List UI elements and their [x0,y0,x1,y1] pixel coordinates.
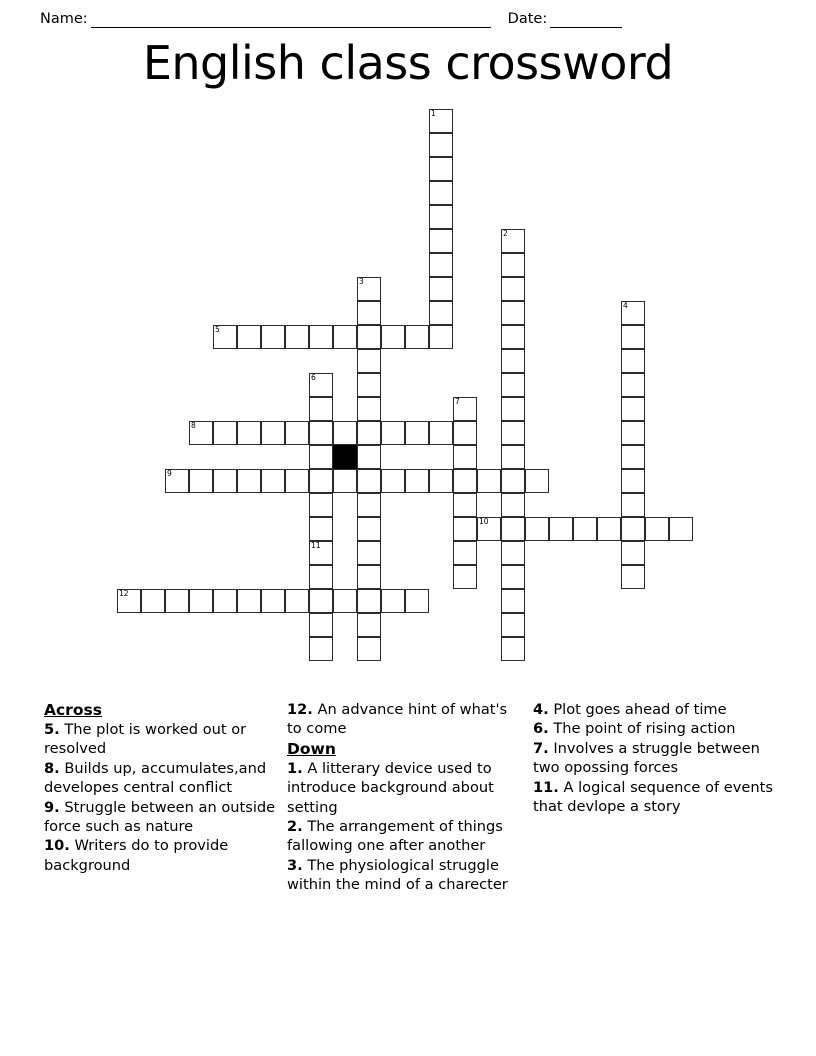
clues-section [44,700,784,895]
grid-cell[interactable] [333,589,357,613]
grid-cell-number: 6 [311,373,316,382]
name-write-in-line[interactable] [91,13,491,28]
clue-down-3 [287,856,525,895]
grid-cell[interactable] [357,301,381,325]
grid-cell[interactable] [525,469,549,493]
clue-text: The arrangement of things fallowing one after another [287,818,503,855]
grid-cell[interactable] [621,541,645,565]
grid-cell[interactable] [165,589,189,613]
grid-cell[interactable] [429,229,453,253]
grid-cell[interactable] [189,469,213,493]
grid-cell[interactable] [621,469,645,493]
grid-cell[interactable] [261,589,285,613]
clue-text: A litterary device used to introduce background about setting [287,759,494,816]
grid-cell[interactable] [621,301,645,325]
grid-cell[interactable] [621,493,645,517]
grid-cell[interactable] [501,613,525,637]
clue-text: Struggle between an outside force such as nature [44,798,276,836]
grid-cell[interactable] [621,397,645,421]
grid-cell[interactable] [405,325,429,349]
grid-cell[interactable] [357,325,381,349]
grid-cell[interactable] [285,325,309,349]
grid-cell[interactable] [381,589,405,613]
clue-text: Builds up, accumulates,and developes central conflict [44,759,267,797]
grid-cell[interactable] [501,493,525,517]
grid-cell[interactable] [453,565,477,589]
grid-cell[interactable] [309,517,333,541]
grid-cell[interactable] [237,325,261,349]
grid-cell[interactable] [381,469,405,493]
clue-text: The point of rising action [548,720,736,738]
grid-cell[interactable] [621,517,645,541]
grid-cell[interactable] [501,421,525,445]
clue-number: 8. [44,759,60,777]
date-write-in-line[interactable] [550,13,622,28]
clues-column-2 [287,700,533,895]
grid-cell[interactable] [357,277,381,301]
grid-cell[interactable] [261,469,285,493]
grid-cell[interactable] [429,253,453,277]
grid-cell[interactable] [357,349,381,373]
grid-cell[interactable] [429,205,453,229]
grid-cell[interactable] [453,517,477,541]
grid-cell[interactable] [309,469,333,493]
grid-cell[interactable] [453,469,477,493]
grid-cell[interactable] [357,541,381,565]
clue-text: Plot goes ahead of time [548,701,727,718]
grid-block-cell [333,445,357,469]
grid-cell[interactable] [597,517,621,541]
grid-cell[interactable] [429,421,453,445]
grid-cell[interactable] [165,469,189,493]
grid-cell[interactable] [333,421,357,445]
grid-cell[interactable] [501,301,525,325]
grid-cell[interactable] [549,517,573,541]
grid-cell[interactable] [309,373,333,397]
grid-cell[interactable] [309,325,333,349]
grid-cell[interactable] [621,325,645,349]
grid-cell[interactable] [453,397,477,421]
grid-cell-number: 9 [167,469,172,478]
grid-cell[interactable] [357,517,381,541]
grid-cell-number: 2 [503,229,508,238]
grid-cell-number: 12 [119,589,129,598]
grid-cell[interactable] [501,565,525,589]
grid-cell[interactable] [357,421,381,445]
grid-cell[interactable] [213,325,237,349]
clue-text: Involves a struggle between two opossing forces [533,739,760,777]
grid-cell[interactable] [501,325,525,349]
clues-column-1 [44,700,287,895]
grid-cell[interactable] [501,517,525,541]
clue-down-4 [533,700,776,719]
grid-cell[interactable] [405,469,429,493]
grid-cell[interactable] [357,493,381,517]
clue-number: 6. [533,720,549,738]
grid-cell[interactable] [357,373,381,397]
grid-cell[interactable] [621,349,645,373]
grid-cell[interactable] [309,565,333,589]
grid-cell[interactable] [189,589,213,613]
grid-cell[interactable] [477,517,501,541]
grid-cell[interactable] [309,589,333,613]
grid-cell[interactable] [453,445,477,469]
clue-across-5 [44,720,279,759]
grid-cell[interactable] [501,469,525,493]
grid-cell-number: 5 [215,325,220,334]
grid-cell[interactable] [309,421,333,445]
grid-cell[interactable] [213,421,237,445]
clue-down-7 [533,739,776,778]
grid-cell[interactable] [621,373,645,397]
grid-cell[interactable] [405,421,429,445]
grid-cell[interactable] [501,397,525,421]
clue-number: 9. [44,798,60,816]
grid-cell[interactable] [429,325,453,349]
grid-cell[interactable] [357,613,381,637]
grid-cell[interactable] [309,493,333,517]
grid-cell[interactable] [189,421,213,445]
clue-number: 11. [533,778,559,796]
grid-cell[interactable] [501,229,525,253]
grid-cell[interactable] [501,349,525,373]
grid-cell[interactable] [429,469,453,493]
grid-cell-number: 7 [455,397,460,406]
grid-cell[interactable] [357,397,381,421]
grid-cell[interactable] [381,325,405,349]
grid-cell[interactable] [333,469,357,493]
grid-cell[interactable] [453,541,477,565]
grid-cell-number: 8 [191,421,196,430]
grid-cell[interactable] [309,613,333,637]
grid-cell[interactable] [453,493,477,517]
name-label: Name: [40,11,88,27]
grid-cell[interactable] [453,421,477,445]
clue-down-11 [533,778,776,817]
grid-cell[interactable] [429,277,453,301]
grid-cell[interactable] [525,517,549,541]
clue-number: 1. [287,759,303,777]
worksheet-header [0,0,816,28]
clue-across-10 [44,836,279,875]
grid-cell[interactable] [501,445,525,469]
grid-cell[interactable] [429,133,453,157]
grid-cell[interactable] [357,445,381,469]
grid-cell[interactable] [261,421,285,445]
grid-cell[interactable] [621,445,645,469]
grid-cell[interactable] [213,469,237,493]
grid-cell-number: 10 [479,517,489,526]
clue-number: 12. [287,701,313,718]
clue-down-1 [287,759,525,817]
grid-cell[interactable] [501,277,525,301]
grid-cell[interactable] [309,445,333,469]
page-title: English class crossword [142,36,674,90]
grid-cell[interactable] [501,589,525,613]
clue-across-9 [44,798,279,837]
grid-cell[interactable] [213,589,237,613]
clue-number: 4. [533,701,549,718]
clue-number: 5. [44,721,60,738]
grid-cell[interactable] [429,157,453,181]
grid-cell[interactable] [285,469,309,493]
grid-cell[interactable] [285,589,309,613]
grid-cell[interactable] [261,325,285,349]
grid-cell-number: 11 [311,541,321,550]
grid-cell[interactable] [429,301,453,325]
clue-text: Writers do to provide background [44,837,229,874]
grid-cell-number: 1 [431,109,436,118]
clue-text: A logical sequence of events that devlope a story [533,778,773,816]
grid-cell[interactable] [645,517,669,541]
grid-cell[interactable] [477,469,501,493]
grid-cell[interactable] [501,253,525,277]
clues-column-3 [533,700,784,895]
clue-number: 10. [44,837,70,855]
grid-cell[interactable] [117,589,141,613]
clue-down-6 [533,719,776,738]
clue-text: An advance hint of what's to come [287,701,508,738]
grid-cell[interactable] [669,517,693,541]
grid-cell[interactable] [333,325,357,349]
grid-cell[interactable] [141,589,165,613]
grid-cell[interactable] [357,637,381,661]
grid-cell[interactable] [621,565,645,589]
grid-cell[interactable] [237,589,261,613]
grid-cell-number: 3 [359,277,364,286]
date-label: Date: [507,11,548,27]
grid-cell[interactable] [429,109,453,133]
clue-across-8 [44,759,279,798]
grid-cell[interactable] [501,373,525,397]
across-heading: Across [44,701,102,719]
grid-cell[interactable] [357,469,381,493]
clue-text: The physiological struggle within the mind of a charecter [287,856,508,894]
grid-cell[interactable] [621,421,645,445]
grid-cell[interactable] [237,421,261,445]
clue-number: 7. [533,739,549,757]
grid-cell[interactable] [309,637,333,661]
clue-number: 2. [287,818,303,836]
grid-cell[interactable] [309,397,333,421]
grid-cell[interactable] [285,421,309,445]
grid-cell[interactable] [501,541,525,565]
clue-down-2 [287,817,525,856]
grid-cell[interactable] [357,589,381,613]
grid-cell[interactable] [381,421,405,445]
grid-cell-number: 4 [623,301,628,310]
clue-number: 3. [287,856,303,874]
grid-cell[interactable] [309,541,333,565]
grid-cell[interactable] [237,469,261,493]
clue-across-12 [287,700,525,739]
grid-cell[interactable] [501,637,525,661]
grid-cell[interactable] [573,517,597,541]
down-heading: Down [287,739,336,758]
clue-text: The plot is worked out or resolved [44,721,247,758]
grid-cell[interactable] [357,565,381,589]
grid-cell[interactable] [429,181,453,205]
grid-cell[interactable] [405,589,429,613]
